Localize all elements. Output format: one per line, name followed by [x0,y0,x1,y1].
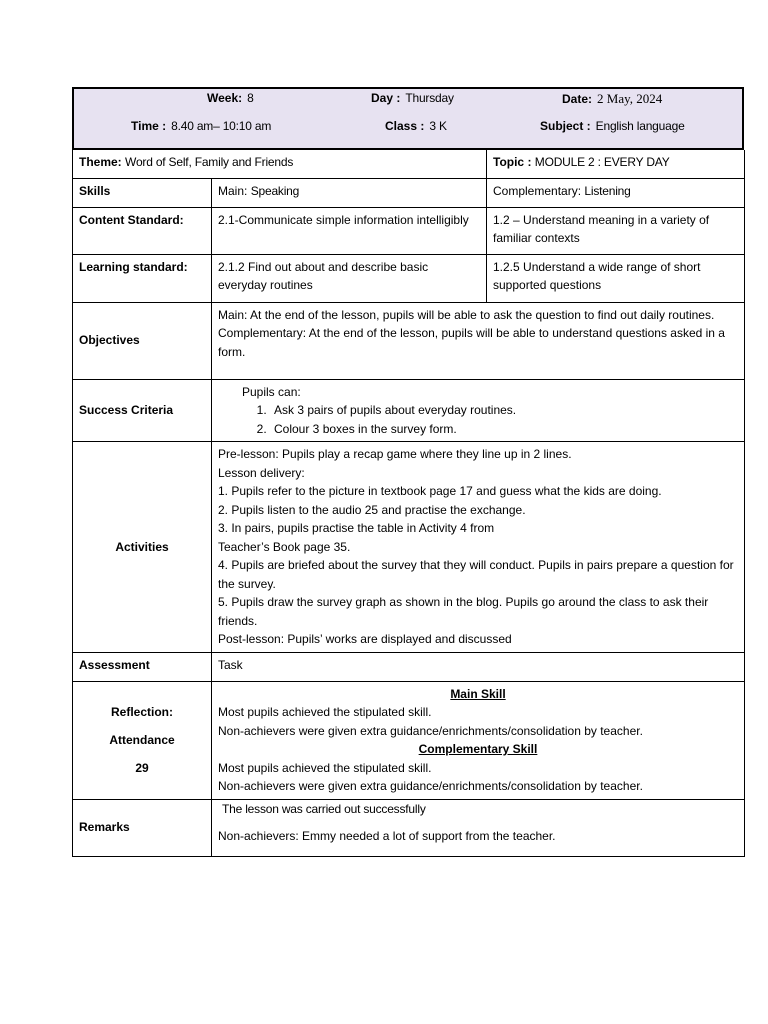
complementary-skill-heading: Complementary Skill [418,742,538,756]
success-criteria-cell [212,379,745,442]
skills-main-cell: Main: Speaking [212,178,487,207]
activity-line: 5. Pupils draw the survey graph as shown in the blog. Pupils go around the class to ask their friends. [218,595,709,628]
assessment-value: Task [212,652,745,681]
learning-standard-label: Learning standard: [73,254,212,302]
activities-label: Activities [73,442,212,653]
success-criteria-row [73,379,745,442]
class-field: Class : 3 K [385,119,447,133]
activity-line: Teacher’s Book page 35. [218,539,351,554]
activity-line: Lesson delivery: [218,465,305,480]
reflection-label-cell [73,681,212,799]
remarks-row [73,799,745,856]
day-value: Thursday [405,91,454,105]
objective-complementary: Complementary: At the end of the lesson, pupils will be able to understand questions asked in a form. [218,326,725,359]
skills-main-value: Speaking [250,183,300,198]
objectives-label: Objectives [73,302,212,379]
learning-standard-row [73,254,745,302]
content-standard-main: 2.1-Communicate simple information intelligibly [212,207,487,254]
skills-label: Skills [73,178,212,207]
subject-field: Subject : English language [540,119,685,133]
success-criteria-intro: Pupils can: [242,384,301,399]
subject-value: English language [595,119,685,133]
lesson-table [72,150,745,857]
objectives-cell [212,302,745,379]
class-value: 3 K [429,119,447,133]
assessment-label: Assessment [73,652,212,681]
attendance-value: 29 [135,761,149,775]
list-item: 1. Ask 3 pairs of pupils about everyday routines. [270,401,738,420]
objective-main: Main: At the end of the lesson, pupils will be able to ask the question to find out daily routines. [218,307,715,322]
remarks-line: The lesson was carried out successfully [222,801,426,816]
reflection-label: Reflection: [110,705,173,719]
topic-value: MODULE 2 : EVERY DAY [534,155,670,169]
skills-comp-value: Listening [584,183,631,198]
reflection-cell [212,681,745,799]
date-field: Date: 2 May, 2024 [562,91,663,106]
remarks-cell [212,799,745,856]
success-criteria-list [218,401,738,438]
lesson-plan [72,87,744,857]
activity-line: Pre-lesson: Pupils play a recap game where they line up in 2 lines. [218,447,572,461]
skills-comp-cell: Complementary: Listening [487,178,745,207]
reflection-text: Non-achievers were given extra guidance/enrichments/consolidation by teacher. [218,723,643,738]
theme-value: Word of Self, Family and Friends [125,155,294,169]
assessment-row [73,652,745,681]
objectives-row [73,302,745,379]
theme-row [73,150,745,178]
time-field: Time : 8.40 am– 10:10 am [131,119,272,133]
theme-cell: Theme: Word of Self, Family and Friends [73,150,487,178]
reflection-row [73,681,745,799]
success-criteria-label: Success Criteria [73,379,212,442]
main-skill-heading: Main Skill [450,686,506,701]
content-standard-label: Content Standard: [73,207,212,254]
remarks-line: Non-achievers: Emmy needed a lot of support from the teacher. [218,829,556,843]
reflection-text: Most pupils achieved the stipulated skill. [218,760,432,775]
learning-standard-main: 2.1.2 Find out about and describe basic everyday routines [212,254,487,302]
day-field: Day : Thursday [371,91,454,105]
activity-line: 1. Pupils refer to the picture in textbook page 17 and guess what the kids are doing. [218,484,662,498]
reflection-text: Most pupils achieved the stipulated skill. [218,705,432,719]
remarks-label: Remarks [73,799,212,856]
time-value: 8.40 am– 10:10 am [171,119,272,133]
header-panel [72,87,744,150]
topic-cell: Topic : MODULE 2 : EVERY DAY [487,150,745,178]
skills-row [73,178,745,207]
week-field: Week: 8 [207,91,254,105]
week-value: 8 [247,91,254,105]
activities-cell [212,442,745,653]
list-item: 2. Colour 3 boxes in the survey form. [270,420,738,439]
attendance-label: Attendance [109,733,175,747]
date-value: 2 May, 2024 [597,91,663,106]
activities-row [73,442,745,653]
activity-line: Post-lesson: Pupils’ works are displayed and discussed [218,632,512,646]
activity-line: 2. Pupils listen to the audio 25 and practise the exchange. [218,502,526,517]
content-standard-comp: 1.2 – Understand meaning in a variety of familiar contexts [487,207,745,254]
learning-standard-comp: 1.2.5 Understand a wide range of short supported questions [487,254,745,302]
activity-line: 4. Pupils are briefed about the survey that they will conduct. Pupils in pairs prepare a question for the survey. [218,558,734,591]
reflection-text: Non-achievers were given extra guidance/enrichments/consolidation by teacher. [218,779,643,793]
content-standard-row [73,207,745,254]
activity-line: 3. In pairs, pupils practise the table in Activity 4 from [218,521,495,535]
